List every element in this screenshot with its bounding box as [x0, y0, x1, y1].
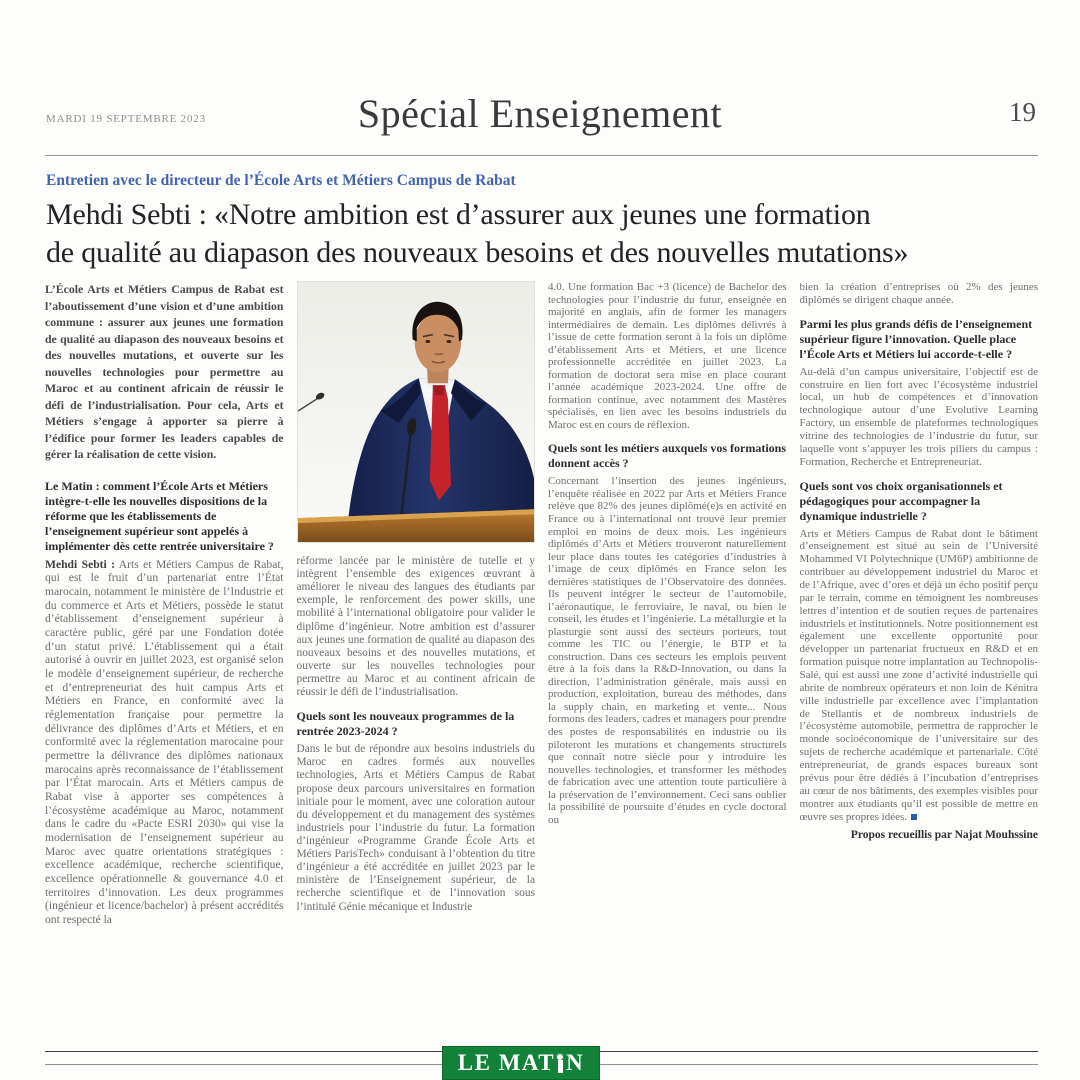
interview-answer-2-continued: 4.0. Une formation Bac +3 (licence) de Bachelor des technologies pour l’industrie du futur, enseignée en majorité en anglais, afin de former les managers intermédiaires de demain. Les diplômes délivrés à l’issue de cette formation seront à la fois un diplôme d’établissement Arts et Métiers, et une licence professionnelle accréditée en juillet 2023. La formation de doctorat sera mise en place courant l’année académique 2023-2024. Une offre de formation continue, avec notamment des Mastères spécialisés, en lien avec les besoins industriels du Maroc est en cours de réflexion.: [548, 281, 787, 431]
logo-letter-i: [557, 1052, 564, 1075]
interview-answer-1-continued: réforme lancée par le ministère de tutelle et y intègrent l’ensemble des exigences œuvrant à améliorer le niveau des langues des étudiants par exemple, le renforcement des power skills, une mobilité à l’international obligatoire pour valider le diplôme d’ingénieur. Notre ambition est d’assurer aux jeunes une formation de qualité au diapason des nouveaux besoins et des nouvelles mutations, et ouverte sur les nouvelles technologies pour permettre au Maroc et au continent africain de réussir le défi de l’industrialisation.: [296, 555, 535, 699]
interview-answer-5: [800, 528, 1039, 824]
interview-question-1: Le Matin : comment l’École Arts et Métiers intègre-t-elle les nouvelles dispositions de la réforme que les établissements de l’enseignement supérieur sont appelés à implémenter dès cette rentrée universitaire ?: [45, 478, 274, 553]
article-body: [45, 281, 1038, 1047]
answer-5-text: Arts et Métiers Campus de Rabat dont le bâtiment d’enseignement est situé au sein de l’Université Mohammed VI Polytechnique (UM6P) ambitionne de contribuer au développement industriel du Maroc et de l’Afrique, avec d’ores et déjà un écho positif perçu par le terrain, comme en témoignent les nombreuses lettres d’intention et de soutien reçues de partenaires industriels et institutionnels. Notre positionnement est également une excellente opportunité pour développer un partenariat fructueux en R&D et en formation puisque notre implantation au Technopolis-Salé, qui est aussi une zone d’activité industrielle qui abrite de nombreux opérateurs et non loin de Kénitra ville industrielle par excellence avec l’implantation de Stellantis et de nombreux industriels de l’écosystème automobile, permettra de rapprocher le monde socioéconomique de l’universitaire sur des sujets de recherche académique et partenariale. Côté entrepreneuriat, de grands espaces bureaux sont prévus pour être dédiés à l’incubation d’entreprises au cœur de nos bâtiments, des exemples visibles pour montrer aux étudiants qu’il est possible de mettre en œuvre ses propres idées.: [799, 527, 1038, 823]
interview-answer-1: [45, 558, 284, 927]
interview-answer-4: Au-delà d’un campus universitaire, l’objectif est de construire en lien fort avec l’écosystème industriel local, un hub de compétences et d’innovation technologique autour d’une Evolutive Learning Factory, un ensemble de plateformes technologiques vitrine des technologies de l’industrie du futur, sur laquelle vont s’appuyer les trois piliers du campus : Formation, Recherche et Entrepreneuriat.: [799, 365, 1038, 468]
article-headline: [46, 196, 1026, 271]
logo-text-right: N: [566, 1050, 585, 1075]
answer-speaker-label: Mehdi Sebti :: [45, 557, 116, 571]
article-kicker: Entretien avec le directeur de l’École Arts et Métiers Campus de Rabat: [46, 172, 516, 189]
date-label: MARDI 19 SEPTEMBRE 2023: [46, 113, 206, 125]
interview-question-5: Quels sont vos choix organisationnels et pédagogiques pour accompagner la dynamique industrielle ?: [799, 478, 1003, 523]
interview-question-4: Parmi les plus grands défis de l’enseignement supérieur figure l’innovation. Quelle place l’École Arts et Métiers lui accorde-t-elle ?: [799, 316, 1033, 361]
answer-1-text: Arts et Métiers Campus de Rabat, qui est le fruit d’un partenariat entre l’État marocain, notamment le ministère de l’Industrie et du commerce et Arts et Métiers, possède le statut d’établissement d’enseignement supérieur à caractère public, géré par une Fondation dotée d’un statut privé. L’établissement qui a était autorisé à ouvrir en juillet 2023, est organisé selon le modèle d’enseignement supérieur, de recherche et d’entrepreneuriat des huit campus Arts et Métiers en France, en conformité avec la réglementation française pour permettre la délivrance des diplômes d’Arts et Métiers, et en conformité avec la réglementation marocaine pour permettre la délivrance des diplômes nationaux marocains après reconnaissance de l’établissement par l’État marocain. Arts et Métiers campus de Rabat vise à apporter ses compétences à l’écosystème académique au Maroc, notamment dans le cadre du «Pacte ESRI 2030» qui vise la modernisation de l’enseignement supérieur au Maroc avec quatre orientations stratégiques : excellence académique, recherche scientifique, excellence opérationnelle & gouvernance 4.0 et territoires d’innovation. Les deux programmes (ingénieur et licence/bachelor) à présent accrédités ont respecté la: [45, 557, 284, 927]
interview-answer-2: Dans le but de répondre aux besoins industriels du Maroc en cadres formés aux nouvelles technologies, Arts et Métiers Campus de Rabat propose deux parcours universitaires en formation initiale pour le moment, avec une coloration autour du développement et du management des systèmes industriels pour l’industrie du futur. La formation d’ingénieur «Programme Grande École Arts et Métiers ParisTech» conduisant à l’obtention du titre d’ingénieur a été accréditée en juillet 2023 par le ministère de l’Enseignement supérieur, de la recherche scientifique et de l’innovation sous l’intitulé Génie mécanique et Industrie: [296, 743, 535, 913]
interview-question-2: Quels sont les nouveaux programmes de la rentrée 2023-2024 ?: [296, 709, 515, 739]
column-4: [800, 281, 1039, 1047]
headline-line-1: Mehdi Sebti : «Notre ambition est d’assurer aux jeunes une formation: [46, 198, 871, 231]
logo-text-left: LE MAT: [457, 1050, 556, 1075]
podium-speaker-illustration: [298, 282, 535, 542]
article-end-mark: [911, 814, 917, 820]
headline-line-2: de qualité au diapason des nouveaux besoins et des nouvelles mutations»: [46, 235, 909, 269]
byline: Propos recueillis par Najat Mouhssine: [850, 829, 1038, 842]
interview-question-3: Quels sont les métiers auxquels vos formations donnent accès ?: [548, 441, 786, 471]
column-3: [548, 281, 787, 1047]
lead-paragraph: L’École Arts et Métiers Campus de Rabat est l’aboutissement d’une vision et d’une ambition commune : assurer aux jeunes une formation de qualité au diapason des nouveaux besoins et des nouvelles mutations, et ouverte sur les nouvelles technologies pour permettre au Maroc et au continent africain de réussir le défi de l’industrialisation. Pour cela, Arts et Métiers s’engage à apporter sa pierre à l’édifice pour former les leaders capables de gérer la réalisation de cette vision.: [45, 282, 284, 462]
section-title: Spécial Enseignement: [357, 91, 723, 136]
page-number: 19: [1009, 97, 1036, 127]
column-2: [297, 281, 536, 1047]
lematin-logo: [442, 1046, 600, 1080]
header-divider: [45, 155, 1038, 156]
interview-answer-3: Concernant l’insertion des jeunes ingénieurs, l’enquête réalisée en 2022 par Arts et Métiers France relève que 82% des jeunes diplômé(e)s en activité en France ou à l’international ont trouvé leur premier emploi en moins de deux mois. Les ingénieurs diplômés d’Arts et Métiers trouveront naturellement leur place dans toutes les catégories d’industries à l’image de ceux diplômés en France selon les dernières statistiques de l’Observatoire des données. Ils peuvent intégrer le secteur de l’automobile, l’aéronautique, le ferroviaire, le naval, ou bien le conseil, les études et l’ingénierie. La métallurgie et la plasturgie sont aussi des secteurs porteurs, tout comme les TIC ou l’énergie, le BTP et la construction. Dans ces secteurs les emplois peuvent être à la fois dans la R&D-Innovation, ou dans la direction, l’administration générale, mais aussi en production, exploitation, bureau des méthodes, dans la supply chain, en marketing et vente... Nous formons des leaders, cadres et managers pour prendre des postes de responsabilités en industrie ou ils piloteront les mutations et changements structurels que connaît notre siècle pour y introduire les nouvelles technologies, et transformer les méthodes de fabrication avec une attention toute particulière à la préservation de l’environnement. Ceci sans oublier la possibilité de poursuite d’études en cycle doctoral ou: [548, 475, 787, 826]
column-1: [45, 281, 284, 1047]
portrait-photo: [297, 281, 536, 543]
interview-answer-3-continued: bien la création d’entreprises où 2% des jeunes diplômés se dirigent chaque année.: [799, 281, 1038, 306]
